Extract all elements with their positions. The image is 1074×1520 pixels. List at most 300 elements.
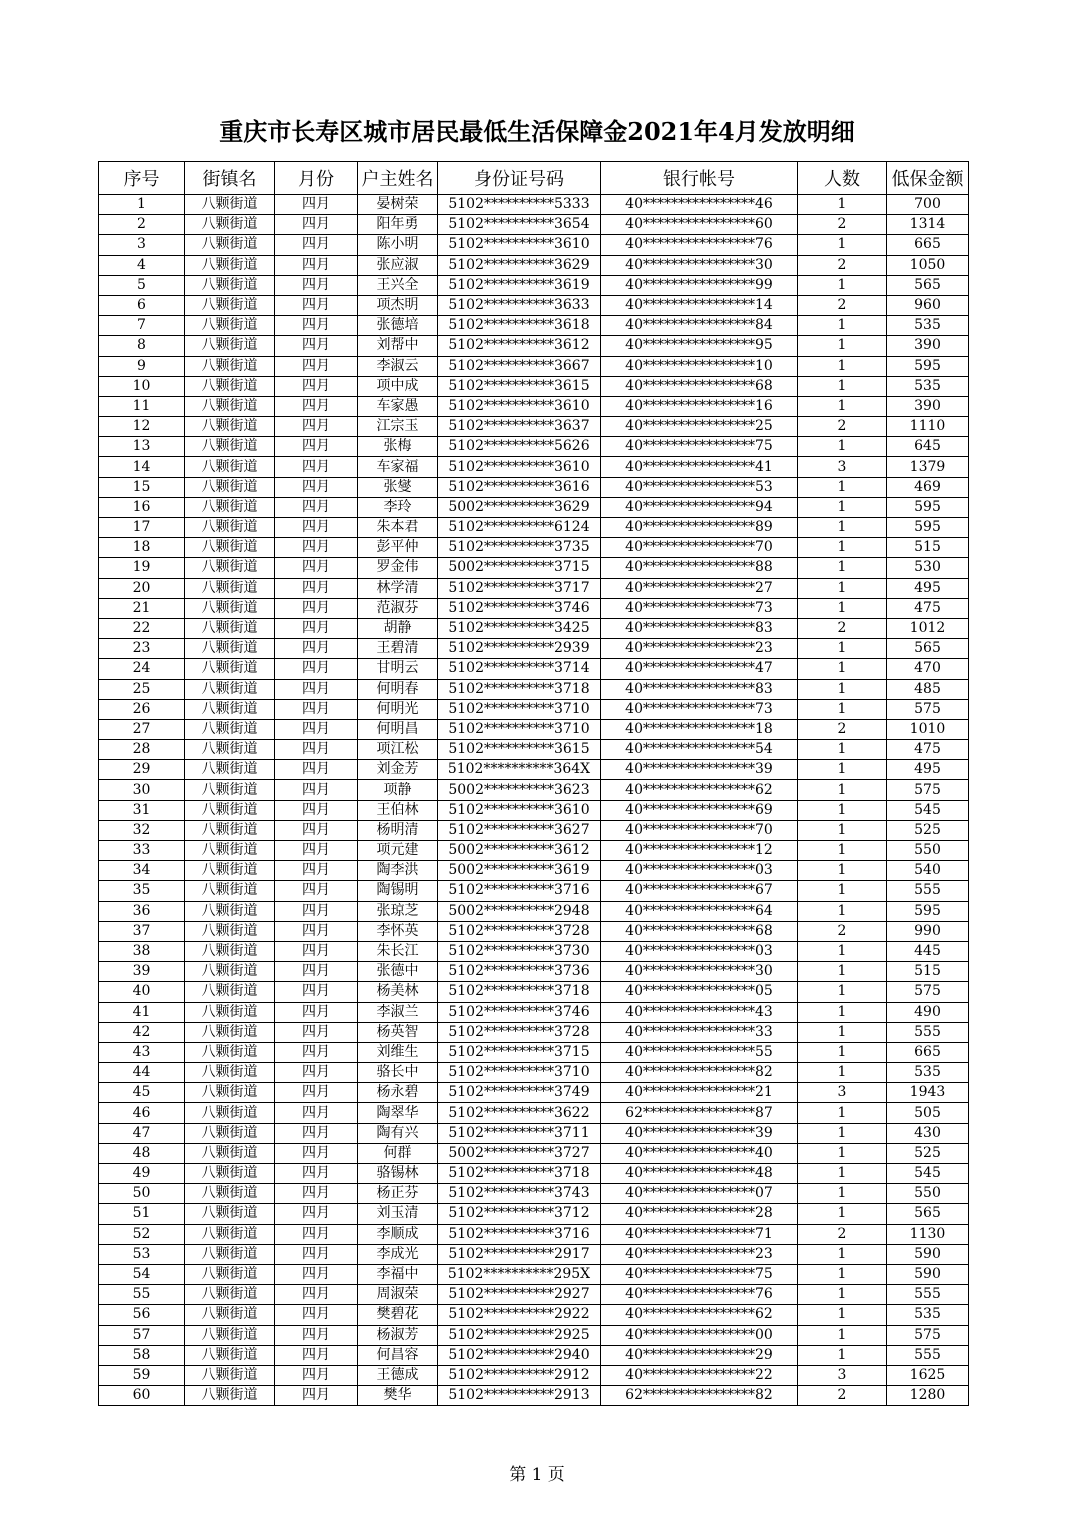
cell-householder: 何明光 bbox=[358, 699, 438, 719]
cell-bank-account: 40****************82 bbox=[601, 1063, 798, 1083]
cell-subdistrict: 八颗街道 bbox=[185, 1042, 275, 1062]
cell-person-count: 1 bbox=[798, 1184, 887, 1204]
cell-month: 四月 bbox=[275, 1022, 358, 1042]
table-row bbox=[99, 1325, 969, 1345]
cell-amount: 960 bbox=[887, 295, 969, 315]
cell-index: 22 bbox=[99, 618, 185, 638]
cell-bank-account: 40****************41 bbox=[601, 457, 798, 477]
cell-householder: 何明春 bbox=[358, 679, 438, 699]
cell-householder: 江宗玉 bbox=[358, 417, 438, 437]
cell-amount: 1012 bbox=[887, 618, 969, 638]
cell-index: 39 bbox=[99, 962, 185, 982]
cell-householder: 胡静 bbox=[358, 618, 438, 638]
cell-person-count: 2 bbox=[798, 295, 887, 315]
cell-householder: 何群 bbox=[358, 1143, 438, 1163]
cell-subdistrict: 八颗街道 bbox=[185, 841, 275, 861]
cell-month: 四月 bbox=[275, 800, 358, 820]
table-row bbox=[99, 962, 969, 982]
cell-householder: 樊华 bbox=[358, 1386, 438, 1406]
table-row bbox=[99, 457, 969, 477]
cell-householder: 车家福 bbox=[358, 457, 438, 477]
cell-bank-account: 40****************67 bbox=[601, 881, 798, 901]
cell-subdistrict: 八颗街道 bbox=[185, 1022, 275, 1042]
cell-subdistrict: 八颗街道 bbox=[185, 760, 275, 780]
cell-id-number: 5102**********3714 bbox=[438, 659, 601, 679]
column-header-amount: 低保金额 bbox=[887, 162, 969, 195]
cell-person-count: 3 bbox=[798, 1365, 887, 1385]
cell-bank-account: 40****************83 bbox=[601, 618, 798, 638]
cell-person-count: 3 bbox=[798, 1083, 887, 1103]
cell-bank-account: 40****************39 bbox=[601, 1123, 798, 1143]
cell-householder: 彭平仲 bbox=[358, 538, 438, 558]
cell-householder: 王伯林 bbox=[358, 800, 438, 820]
cell-index: 51 bbox=[99, 1204, 185, 1224]
cell-person-count: 1 bbox=[798, 195, 887, 215]
cell-amount: 550 bbox=[887, 841, 969, 861]
cell-id-number: 5102**********3716 bbox=[438, 881, 601, 901]
cell-amount: 555 bbox=[887, 1345, 969, 1365]
table-header-row bbox=[99, 162, 969, 195]
cell-person-count: 1 bbox=[798, 1204, 887, 1224]
cell-index: 38 bbox=[99, 941, 185, 961]
table-row bbox=[99, 719, 969, 739]
table-row bbox=[99, 1123, 969, 1143]
cell-bank-account: 40****************94 bbox=[601, 497, 798, 517]
cell-person-count: 1 bbox=[798, 1103, 887, 1123]
cell-month: 四月 bbox=[275, 275, 358, 295]
cell-bank-account: 40****************23 bbox=[601, 1244, 798, 1264]
cell-person-count: 1 bbox=[798, 901, 887, 921]
table-row bbox=[99, 497, 969, 517]
cell-month: 四月 bbox=[275, 215, 358, 235]
cell-amount: 595 bbox=[887, 356, 969, 376]
cell-bank-account: 40****************73 bbox=[601, 699, 798, 719]
cell-subdistrict: 八颗街道 bbox=[185, 962, 275, 982]
document-title: 重庆市长寿区城市居民最低生活保障金2021年4月发放明细 bbox=[219, 117, 855, 146]
cell-id-number: 5102**********3715 bbox=[438, 1042, 601, 1062]
cell-amount: 1130 bbox=[887, 1224, 969, 1244]
cell-amount: 390 bbox=[887, 336, 969, 356]
cell-subdistrict: 八颗街道 bbox=[185, 1184, 275, 1204]
cell-amount: 555 bbox=[887, 1022, 969, 1042]
cell-subdistrict: 八颗街道 bbox=[185, 316, 275, 336]
cell-index: 52 bbox=[99, 1224, 185, 1244]
cell-person-count: 1 bbox=[798, 861, 887, 881]
cell-person-count: 1 bbox=[798, 1325, 887, 1345]
cell-index: 34 bbox=[99, 861, 185, 881]
cell-index: 19 bbox=[99, 558, 185, 578]
cell-index: 47 bbox=[99, 1123, 185, 1143]
cell-id-number: 5102**********3610 bbox=[438, 396, 601, 416]
cell-subdistrict: 八颗街道 bbox=[185, 558, 275, 578]
cell-amount: 535 bbox=[887, 376, 969, 396]
table-row bbox=[99, 841, 969, 861]
cell-month: 四月 bbox=[275, 982, 358, 1002]
cell-amount: 545 bbox=[887, 1164, 969, 1184]
cell-id-number: 5102**********5333 bbox=[438, 195, 601, 215]
cell-month: 四月 bbox=[275, 477, 358, 497]
cell-bank-account: 40****************30 bbox=[601, 255, 798, 275]
column-header-subdistrict: 街镇名 bbox=[185, 162, 275, 195]
column-header-householder: 户主姓名 bbox=[358, 162, 438, 195]
cell-index: 17 bbox=[99, 518, 185, 538]
cell-id-number: 5002**********3715 bbox=[438, 558, 601, 578]
table-row bbox=[99, 396, 969, 416]
cell-subdistrict: 八颗街道 bbox=[185, 437, 275, 457]
cell-index: 11 bbox=[99, 396, 185, 416]
table-row bbox=[99, 780, 969, 800]
cell-bank-account: 40****************16 bbox=[601, 396, 798, 416]
cell-householder: 李福中 bbox=[358, 1264, 438, 1284]
cell-person-count: 1 bbox=[798, 376, 887, 396]
cell-subdistrict: 八颗街道 bbox=[185, 780, 275, 800]
cell-bank-account: 40****************68 bbox=[601, 376, 798, 396]
cell-month: 四月 bbox=[275, 1164, 358, 1184]
cell-amount: 1625 bbox=[887, 1365, 969, 1385]
cell-month: 四月 bbox=[275, 1285, 358, 1305]
cell-amount: 490 bbox=[887, 1002, 969, 1022]
cell-person-count: 1 bbox=[798, 1143, 887, 1163]
cell-index: 31 bbox=[99, 800, 185, 820]
cell-householder: 何昌容 bbox=[358, 1345, 438, 1365]
cell-index: 27 bbox=[99, 719, 185, 739]
cell-householder: 罗金伟 bbox=[358, 558, 438, 578]
cell-person-count: 1 bbox=[798, 820, 887, 840]
cell-bank-account: 40****************27 bbox=[601, 578, 798, 598]
cell-index: 35 bbox=[99, 881, 185, 901]
cell-bank-account: 40****************83 bbox=[601, 679, 798, 699]
cell-person-count: 1 bbox=[798, 538, 887, 558]
cell-month: 四月 bbox=[275, 538, 358, 558]
cell-amount: 525 bbox=[887, 1143, 969, 1163]
table-row bbox=[99, 740, 969, 760]
cell-bank-account: 40****************47 bbox=[601, 659, 798, 679]
cell-index: 55 bbox=[99, 1285, 185, 1305]
cell-month: 四月 bbox=[275, 255, 358, 275]
cell-amount: 1110 bbox=[887, 417, 969, 437]
cell-householder: 项江松 bbox=[358, 740, 438, 760]
cell-id-number: 5002**********2948 bbox=[438, 901, 601, 921]
cell-person-count: 2 bbox=[798, 417, 887, 437]
cell-subdistrict: 八颗街道 bbox=[185, 1164, 275, 1184]
cell-index: 10 bbox=[99, 376, 185, 396]
cell-bank-account: 40****************25 bbox=[601, 417, 798, 437]
cell-month: 四月 bbox=[275, 740, 358, 760]
cell-index: 44 bbox=[99, 1063, 185, 1083]
cell-id-number: 5102**********3711 bbox=[438, 1123, 601, 1143]
cell-id-number: 5102**********2925 bbox=[438, 1325, 601, 1345]
cell-index: 41 bbox=[99, 1002, 185, 1022]
cell-amount: 535 bbox=[887, 1305, 969, 1325]
cell-index: 4 bbox=[99, 255, 185, 275]
cell-subdistrict: 八颗街道 bbox=[185, 1305, 275, 1325]
cell-householder: 李成光 bbox=[358, 1244, 438, 1264]
cell-amount: 495 bbox=[887, 760, 969, 780]
cell-person-count: 1 bbox=[798, 275, 887, 295]
cell-month: 四月 bbox=[275, 195, 358, 215]
cell-bank-account: 40****************55 bbox=[601, 1042, 798, 1062]
cell-person-count: 1 bbox=[798, 982, 887, 1002]
table-row bbox=[99, 820, 969, 840]
cell-bank-account: 40****************40 bbox=[601, 1143, 798, 1163]
cell-person-count: 1 bbox=[798, 699, 887, 719]
cell-id-number: 5102**********3610 bbox=[438, 457, 601, 477]
cell-index: 46 bbox=[99, 1103, 185, 1123]
table-row bbox=[99, 639, 969, 659]
cell-month: 四月 bbox=[275, 921, 358, 941]
cell-month: 四月 bbox=[275, 578, 358, 598]
cell-person-count: 1 bbox=[798, 941, 887, 961]
cell-id-number: 5102**********2939 bbox=[438, 639, 601, 659]
cell-householder: 周淑荣 bbox=[358, 1285, 438, 1305]
cell-amount: 555 bbox=[887, 881, 969, 901]
cell-index: 54 bbox=[99, 1264, 185, 1284]
cell-id-number: 5102**********2917 bbox=[438, 1244, 601, 1264]
cell-person-count: 2 bbox=[798, 719, 887, 739]
cell-bank-account: 40****************05 bbox=[601, 982, 798, 1002]
column-header-person-count: 人数 bbox=[798, 162, 887, 195]
table-row bbox=[99, 255, 969, 275]
cell-month: 四月 bbox=[275, 760, 358, 780]
cell-month: 四月 bbox=[275, 558, 358, 578]
cell-subdistrict: 八颗街道 bbox=[185, 639, 275, 659]
cell-subdistrict: 八颗街道 bbox=[185, 1083, 275, 1103]
cell-month: 四月 bbox=[275, 901, 358, 921]
cell-month: 四月 bbox=[275, 1184, 358, 1204]
cell-month: 四月 bbox=[275, 1224, 358, 1244]
cell-index: 58 bbox=[99, 1345, 185, 1365]
cell-amount: 590 bbox=[887, 1244, 969, 1264]
cell-id-number: 5002**********3727 bbox=[438, 1143, 601, 1163]
cell-id-number: 5002**********3612 bbox=[438, 841, 601, 861]
table-row bbox=[99, 215, 969, 235]
cell-subdistrict: 八颗街道 bbox=[185, 417, 275, 437]
cell-bank-account: 40****************03 bbox=[601, 941, 798, 961]
cell-amount: 505 bbox=[887, 1103, 969, 1123]
cell-month: 四月 bbox=[275, 699, 358, 719]
cell-householder: 朱长江 bbox=[358, 941, 438, 961]
cell-person-count: 1 bbox=[798, 679, 887, 699]
cell-month: 四月 bbox=[275, 316, 358, 336]
cell-id-number: 5102**********3728 bbox=[438, 1022, 601, 1042]
cell-person-count: 1 bbox=[798, 477, 887, 497]
cell-id-number: 5102**********3710 bbox=[438, 719, 601, 739]
table-row bbox=[99, 881, 969, 901]
cell-amount: 475 bbox=[887, 740, 969, 760]
cell-id-number: 5102**********3615 bbox=[438, 740, 601, 760]
cell-person-count: 1 bbox=[798, 841, 887, 861]
cell-person-count: 1 bbox=[798, 336, 887, 356]
cell-person-count: 1 bbox=[798, 497, 887, 517]
cell-person-count: 1 bbox=[798, 518, 887, 538]
table-row bbox=[99, 518, 969, 538]
cell-subdistrict: 八颗街道 bbox=[185, 1345, 275, 1365]
cell-month: 四月 bbox=[275, 1365, 358, 1385]
cell-subdistrict: 八颗街道 bbox=[185, 497, 275, 517]
cell-month: 四月 bbox=[275, 1143, 358, 1163]
cell-index: 29 bbox=[99, 760, 185, 780]
cell-person-count: 2 bbox=[798, 618, 887, 638]
table-row bbox=[99, 1204, 969, 1224]
cell-amount: 1943 bbox=[887, 1083, 969, 1103]
cell-id-number: 5102**********364X bbox=[438, 760, 601, 780]
table-row bbox=[99, 195, 969, 215]
cell-id-number: 5102**********5626 bbox=[438, 437, 601, 457]
cell-subdistrict: 八颗街道 bbox=[185, 1365, 275, 1385]
cell-amount: 1010 bbox=[887, 719, 969, 739]
cell-index: 43 bbox=[99, 1042, 185, 1062]
cell-month: 四月 bbox=[275, 659, 358, 679]
cell-amount: 645 bbox=[887, 437, 969, 457]
cell-index: 37 bbox=[99, 921, 185, 941]
cell-person-count: 1 bbox=[798, 235, 887, 255]
cell-index: 12 bbox=[99, 417, 185, 437]
cell-person-count: 1 bbox=[798, 659, 887, 679]
cell-bank-account: 40****************23 bbox=[601, 639, 798, 659]
column-header-bank-account: 银行帐号 bbox=[601, 162, 798, 195]
cell-person-count: 1 bbox=[798, 1244, 887, 1264]
cell-householder: 晏树荣 bbox=[358, 195, 438, 215]
cell-subdistrict: 八颗街道 bbox=[185, 1103, 275, 1123]
table-row bbox=[99, 699, 969, 719]
cell-householder: 林学清 bbox=[358, 578, 438, 598]
cell-amount: 665 bbox=[887, 235, 969, 255]
cell-subdistrict: 八颗街道 bbox=[185, 1224, 275, 1244]
cell-month: 四月 bbox=[275, 1123, 358, 1143]
cell-amount: 535 bbox=[887, 316, 969, 336]
cell-amount: 595 bbox=[887, 497, 969, 517]
page-number: 第 1 页 bbox=[509, 1465, 565, 1485]
cell-bank-account: 40****************39 bbox=[601, 760, 798, 780]
table-row bbox=[99, 861, 969, 881]
cell-amount: 445 bbox=[887, 941, 969, 961]
table-row bbox=[99, 316, 969, 336]
table-row bbox=[99, 1022, 969, 1042]
cell-bank-account: 40****************89 bbox=[601, 518, 798, 538]
table-row bbox=[99, 578, 969, 598]
cell-month: 四月 bbox=[275, 336, 358, 356]
cell-bank-account: 40****************88 bbox=[601, 558, 798, 578]
cell-subdistrict: 八颗街道 bbox=[185, 1244, 275, 1264]
cell-person-count: 2 bbox=[798, 1386, 887, 1406]
allowance-table bbox=[98, 161, 969, 1406]
cell-index: 24 bbox=[99, 659, 185, 679]
cell-subdistrict: 八颗街道 bbox=[185, 295, 275, 315]
cell-bank-account: 40****************29 bbox=[601, 1345, 798, 1365]
cell-subdistrict: 八颗街道 bbox=[185, 598, 275, 618]
cell-month: 四月 bbox=[275, 1204, 358, 1224]
cell-person-count: 1 bbox=[798, 740, 887, 760]
cell-index: 59 bbox=[99, 1365, 185, 1385]
cell-amount: 575 bbox=[887, 780, 969, 800]
cell-subdistrict: 八颗街道 bbox=[185, 699, 275, 719]
cell-id-number: 5102**********3746 bbox=[438, 598, 601, 618]
cell-amount: 485 bbox=[887, 679, 969, 699]
cell-index: 60 bbox=[99, 1386, 185, 1406]
cell-subdistrict: 八颗街道 bbox=[185, 336, 275, 356]
cell-amount: 990 bbox=[887, 921, 969, 941]
cell-householder: 李玲 bbox=[358, 497, 438, 517]
cell-id-number: 5102**********3637 bbox=[438, 417, 601, 437]
cell-month: 四月 bbox=[275, 1386, 358, 1406]
table-row bbox=[99, 901, 969, 921]
cell-householder: 杨正芬 bbox=[358, 1184, 438, 1204]
cell-amount: 430 bbox=[887, 1123, 969, 1143]
cell-subdistrict: 八颗街道 bbox=[185, 275, 275, 295]
cell-id-number: 5002**********3619 bbox=[438, 861, 601, 881]
cell-bank-account: 40****************07 bbox=[601, 1184, 798, 1204]
cell-householder: 刘帮中 bbox=[358, 336, 438, 356]
cell-index: 2 bbox=[99, 215, 185, 235]
cell-month: 四月 bbox=[275, 417, 358, 437]
cell-subdistrict: 八颗街道 bbox=[185, 1002, 275, 1022]
table-row bbox=[99, 982, 969, 1002]
cell-householder: 陶锡明 bbox=[358, 881, 438, 901]
cell-bank-account: 40****************33 bbox=[601, 1022, 798, 1042]
cell-month: 四月 bbox=[275, 941, 358, 961]
table-row bbox=[99, 1244, 969, 1264]
cell-id-number: 5102**********2940 bbox=[438, 1345, 601, 1365]
cell-id-number: 5102**********295X bbox=[438, 1264, 601, 1284]
cell-index: 5 bbox=[99, 275, 185, 295]
cell-index: 57 bbox=[99, 1325, 185, 1345]
cell-index: 3 bbox=[99, 235, 185, 255]
cell-bank-account: 40****************73 bbox=[601, 598, 798, 618]
cell-subdistrict: 八颗街道 bbox=[185, 719, 275, 739]
cell-bank-account: 40****************00 bbox=[601, 1325, 798, 1345]
table-row bbox=[99, 1042, 969, 1062]
cell-month: 四月 bbox=[275, 1325, 358, 1345]
table-row bbox=[99, 558, 969, 578]
cell-id-number: 5102**********3615 bbox=[438, 376, 601, 396]
cell-person-count: 1 bbox=[798, 760, 887, 780]
cell-index: 9 bbox=[99, 356, 185, 376]
cell-id-number: 5102**********3730 bbox=[438, 941, 601, 961]
cell-id-number: 5102**********3633 bbox=[438, 295, 601, 315]
cell-index: 21 bbox=[99, 598, 185, 618]
cell-amount: 495 bbox=[887, 578, 969, 598]
cell-bank-account: 40****************03 bbox=[601, 861, 798, 881]
cell-bank-account: 40****************71 bbox=[601, 1224, 798, 1244]
table-row bbox=[99, 1365, 969, 1385]
cell-month: 四月 bbox=[275, 396, 358, 416]
cell-month: 四月 bbox=[275, 1002, 358, 1022]
cell-amount: 555 bbox=[887, 1285, 969, 1305]
cell-amount: 565 bbox=[887, 275, 969, 295]
cell-subdistrict: 八颗街道 bbox=[185, 982, 275, 1002]
column-header-id-number: 身份证号码 bbox=[438, 162, 601, 195]
cell-index: 48 bbox=[99, 1143, 185, 1163]
table-row bbox=[99, 437, 969, 457]
cell-bank-account: 40****************54 bbox=[601, 740, 798, 760]
cell-bank-account: 40****************64 bbox=[601, 901, 798, 921]
cell-amount: 565 bbox=[887, 639, 969, 659]
cell-month: 四月 bbox=[275, 497, 358, 517]
cell-index: 33 bbox=[99, 841, 185, 861]
cell-bank-account: 40****************14 bbox=[601, 295, 798, 315]
cell-householder: 张应淑 bbox=[358, 255, 438, 275]
cell-index: 1 bbox=[99, 195, 185, 215]
cell-amount: 545 bbox=[887, 800, 969, 820]
cell-subdistrict: 八颗街道 bbox=[185, 1325, 275, 1345]
cell-person-count: 1 bbox=[798, 780, 887, 800]
cell-householder: 李顺成 bbox=[358, 1224, 438, 1244]
cell-householder: 杨永碧 bbox=[358, 1083, 438, 1103]
cell-id-number: 5102**********3616 bbox=[438, 477, 601, 497]
cell-amount: 550 bbox=[887, 1184, 969, 1204]
cell-index: 40 bbox=[99, 982, 185, 1002]
cell-subdistrict: 八颗街道 bbox=[185, 820, 275, 840]
